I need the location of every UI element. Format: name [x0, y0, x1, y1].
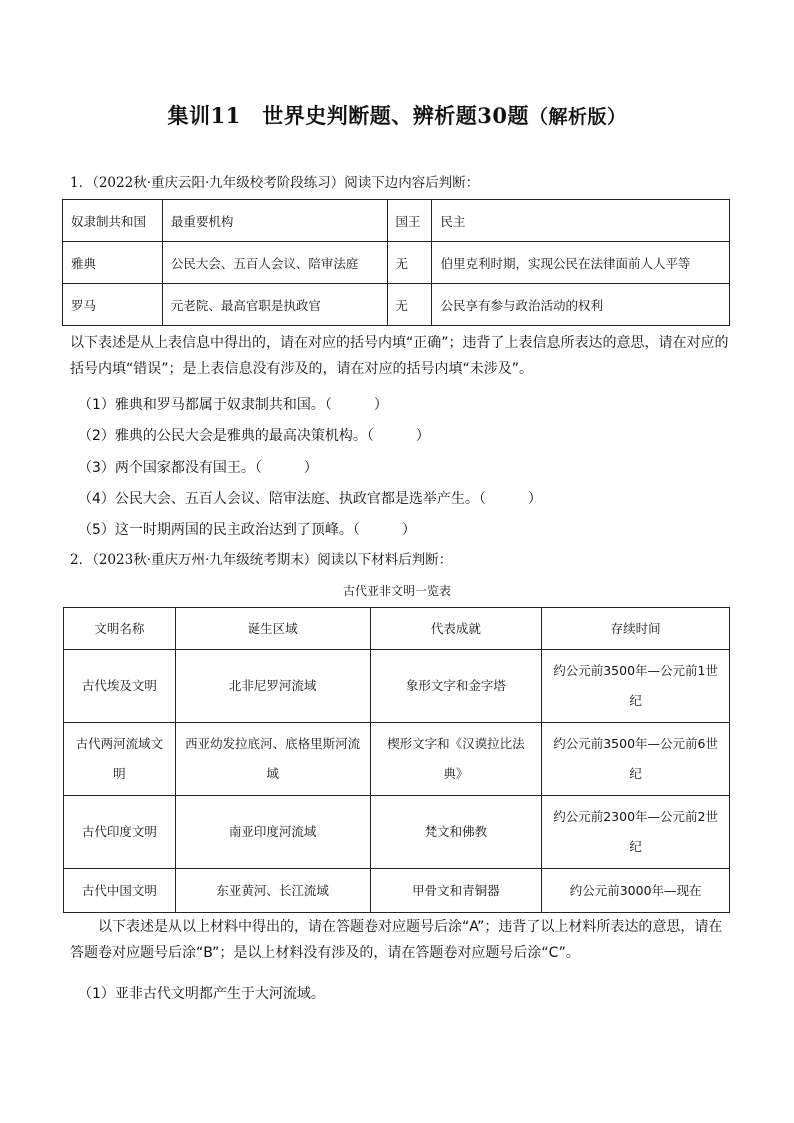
table-cell: 古代埃及文明	[64, 650, 176, 723]
table-cell: 甲骨文和青铜器	[370, 869, 542, 913]
question-2-item: （1）亚非古代文明都产生于大河流域。	[78, 986, 325, 1002]
table-header-cell: 奴隶制共和国	[63, 200, 163, 242]
table-caption: 古代亚非文明一览表	[342, 584, 451, 598]
table-cell: 梵文和佛教	[370, 796, 542, 869]
table-cell: 东亚黄河、长江流域	[175, 869, 370, 913]
table-header-row	[63, 200, 730, 242]
table-cell: 元老院、最高官职是执政官	[162, 284, 387, 326]
table-cell: 约公元前2300年—公元前2世纪	[542, 796, 730, 869]
table-cell: 公民享有参与政治活动的权利	[432, 284, 730, 326]
title-main: 集训11 世界史判断题、辨析题30题	[167, 103, 529, 128]
table-cell: 古代印度文明	[64, 796, 176, 869]
table-row	[64, 796, 730, 869]
table-cell: 古代中国文明	[64, 869, 176, 913]
table-cell: 南亚印度河流域	[175, 796, 370, 869]
table-header-cell: 文明名称	[64, 608, 176, 650]
table-cell: 无	[387, 242, 432, 284]
table-cell: 伯里克利时期，实现公民在法律面前人人平等	[432, 242, 730, 284]
table-cell: 约公元前3500年—公元前6世纪	[542, 723, 730, 796]
table-header-cell: 代表成就	[370, 608, 542, 650]
question-1-item: （3）两个国家都没有国王。（ ）	[78, 460, 318, 476]
table-cell: 古代两河流域文明	[64, 723, 176, 796]
question-1-item: （4）公民大会、五百人会议、陪审法庭、执政官都是选举产生。（ ）	[78, 491, 542, 507]
table-cell: 无	[387, 284, 432, 326]
table-header-cell: 存续时间	[542, 608, 730, 650]
table-header-cell: 国王	[387, 200, 432, 242]
question-1-item: （5）这一时期两国的民主政治达到了顶峰。（ ）	[78, 522, 416, 538]
table-row	[64, 723, 730, 796]
table-cell: 罗马	[63, 284, 163, 326]
page-title	[0, 100, 794, 130]
question-1-heading: 1．（2022秋·重庆云阳·九年级校考阶段练习）阅读下边内容后判断：	[70, 175, 480, 191]
question-2-heading: 2．（2023秋·重庆万州·九年级统考期末）阅读以下材料后判断：	[70, 552, 453, 568]
question-1-instruction: 以下表述是从上表信息中得出的，请在对应的括号内填“正确”；违背了上表信息所表达的意思，请在对应的括号内填“错误”；是上表信息没有涉及的，请在对应的括号内填“未涉及”。	[70, 335, 729, 377]
table-cell: 雅典	[63, 242, 163, 284]
question-2-instruction: 以下表述是从以上材料中得出的，请在答题卷对应题号后涂“A”；违背了以上材料所表达的意思，请在答题卷对应题号后涂“B”；是以上材料没有涉及的，请在答题卷对应题号后涂“C”。	[70, 919, 723, 961]
table-cell: 楔形文字和《汉谟拉比法典》	[370, 723, 542, 796]
table-header-row	[64, 608, 730, 650]
table-cell: 公民大会、五百人会议、陪审法庭	[162, 242, 387, 284]
table-cell: 约公元前3500年—公元前1世纪	[542, 650, 730, 723]
question-1-table	[62, 199, 730, 326]
table-row	[64, 869, 730, 913]
table-row	[63, 284, 730, 326]
question-1-item: （1）雅典和罗马都属于奴隶制共和国。（ ）	[78, 397, 388, 413]
table-row	[63, 242, 730, 284]
table-cell: 西亚幼发拉底河、底格里斯河流域	[175, 723, 370, 796]
table-header-cell: 最重要机构	[162, 200, 387, 242]
question-2-table	[63, 607, 730, 913]
table-cell: 象形文字和金字塔	[370, 650, 542, 723]
question-1-item: （2）雅典的公民大会是雅典的最高决策机构。（ ）	[78, 428, 430, 444]
table-cell: 约公元前3000年—现在	[542, 869, 730, 913]
table-header-cell: 民主	[432, 200, 730, 242]
table-row	[64, 650, 730, 723]
title-sub: （解析版）	[528, 106, 627, 128]
table-header-cell: 诞生区域	[175, 608, 370, 650]
table-cell: 北非尼罗河流域	[175, 650, 370, 723]
